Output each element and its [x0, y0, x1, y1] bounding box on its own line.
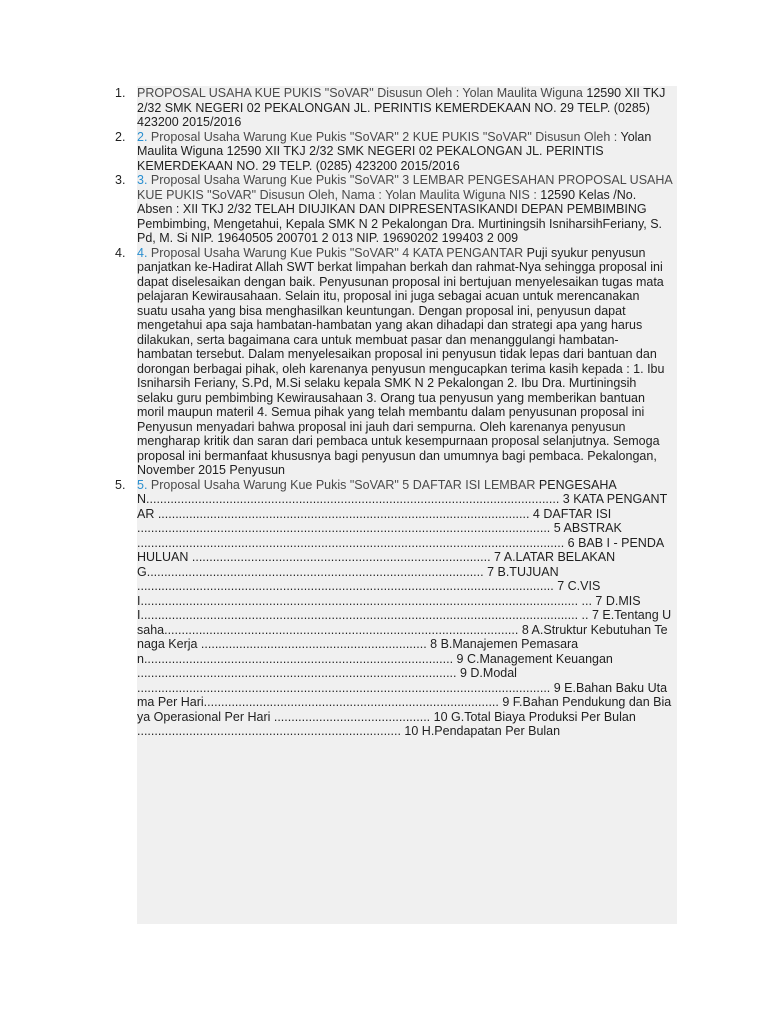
list-item-3: [115, 173, 677, 246]
item-heading: Proposal Usaha Warung Kue Pukis "SoVAR" 3 LEMBAR PENGESAHAN PROPOSAL USAHA KUE PUKIS "SoVAR" Disusun Oleh, Nama : Yolan Maulita Wiguna NIS :: [137, 173, 673, 202]
list-item-text: [137, 86, 677, 130]
item-link[interactable]: 3.: [137, 173, 148, 187]
list-item-4: [115, 245, 677, 478]
item-link[interactable]: 2.: [137, 129, 148, 144]
list-item-2: [115, 129, 677, 174]
item-heading: PROPOSAL USAHA KUE PUKIS "SoVAR" Disusun Oleh : Yolan Maulita Wiguna: [137, 86, 583, 100]
list-item-text: [137, 173, 677, 246]
item-body: PENGESAHAN....................................................................................................................... 3 KATA PENGANTAR ........................................................................................................... 4 DAFTAR ISI ....................................................................................................................... 5 ABSTRAK ........................................................................................................................... 6 BAB I - PENDAHULUAN ...................................................................................... 7 A.LATAR BELAKANG................................................................................................. 7 B.TUJUAN ........................................................................................................................ 7 C.VISI.............................................................................................................................. ... 7 D.MISI.............................................................................................................................. .. 7 E.Tentang Usaha...................................................................................................... 8 A.Struktur Kebutuhan Tenaga Kerja ................................................................. 8 B.Manajemen Pemasaran......................................................................................... 9 C.Management Keuangan ............................................................................................ 9 D.Modal ....................................................................................................................... 9 E.Bahan Baku Utama Per Hari..................................................................................... 9 F.Bahan Pendukung dan Biaya Operasional Per Hari ............................................. 10 G.Total Biaya Produksi Per Bulan ............................................................................ 10 H.Pendapatan Per Bulan: [137, 477, 672, 738]
list-number: 2.: [115, 129, 126, 144]
item-body: Puji syukur penyusun panjatkan ke-Hadirat Allah SWT berkat limpahan berkah dan rahmat-Nya sehingga proposal ini dapat diselesaikan dengan baik. Penyusunan proposal ini bertujuan menyelesaikan tugas mata pelajaran Kewirausahaan. Selain itu, proposal ini juga sebagai acuan untuk merencanakan suatu usaha yang bisa menghasilkan keuntungan. Dengan proposal ini, penyusun dapat mengetahui apa saja hambatan-hambatan yang akan dihadapi dan strategi apa yang harus dilakukan, serta bagaimana cara untuk membuat pasar dan menanggulangi hambatan-hambatan tersebut. Dalam menyelesaikan proposal ini penyusun tidak lepas dari bantuan dan dorongan berbagai pihak, oleh karenanya penyusun mengucapkan terima kasih kepada : 1. Ibu Isniharsih Feriany, S.Pd, M.Si selaku kepala SMK N 2 Pekalongan 2. Ibu Dra. Murtiningsih selaku guru pembimbing Kewirausahaan 3. Orang tua penyusun yang memberikan bantuan moril maupun materil 4. Semua pihak yang telah membantu dalam penyusunan proposal ini Penyusun menyadari bahwa proposal ini jauh dari sempurna. Oleh karenanya penyusun mengharap kritik dan saran dari pembaca untuk kesempurnaan proposal selanjutnya. Semoga proposal ini bermanfaat khususnya bagi penyusun dan umumnya bagi pembaca. Pekalongan, November 2015 Penyusun: [137, 245, 665, 477]
item-body: 12590 Kelas /No. Absen : XII TKJ 2/32 TELAH DIUJIKAN DAN DIPRESENTASIKANDI DEPAN PEMBIMBING Pembimbing, Mengetahui, Kepala SMK N 2 Pekalongan Dra. Murtiningsih IsniharsihFeriany, S. Pd, M. Si NIP. 19640505 200701 2 013 NIP. 19690202 199403 2 009: [137, 187, 663, 245]
list-number: 3.: [115, 173, 126, 187]
item-link[interactable]: 4.: [137, 245, 148, 260]
item-heading: Proposal Usaha Warung Kue Pukis "SoVAR" 5 DAFTAR ISI LEMBAR: [150, 477, 536, 492]
item-body: Yolan Maulita Wiguna 12590 XII TKJ 2/32 SMK NEGERI 02 PEKALONGAN JL. PERINTIS KEMERDEKAAN NO. 29 TELP. (0285) 423200 2015/2016: [137, 129, 652, 173]
list-item-text: [137, 130, 677, 174]
list-item-text: [137, 246, 677, 478]
item-link[interactable]: 5.: [137, 477, 148, 492]
list-item-5: [115, 477, 677, 739]
item-body: 12590 XII TKJ 2/32 SMK NEGERI 02 PEKALONGAN JL. PERINTIS KEMERDEKAAN NO. 29 TELP. (0285) 423200 2015/2016: [137, 86, 666, 129]
item-heading: Proposal Usaha Warung Kue Pukis "SoVAR" 4 KATA PENGANTAR: [150, 245, 524, 260]
list-item-text: [137, 478, 677, 739]
document-list: [115, 86, 677, 739]
list-item-1: [115, 86, 677, 130]
document-page: [115, 86, 677, 924]
list-number: 4.: [115, 245, 126, 260]
item-heading: Proposal Usaha Warung Kue Pukis "SoVAR" 2 KUE PUKIS "SoVAR" Disusun Oleh :: [150, 129, 618, 144]
list-number: 5.: [115, 477, 126, 492]
list-number: 1.: [115, 86, 126, 100]
